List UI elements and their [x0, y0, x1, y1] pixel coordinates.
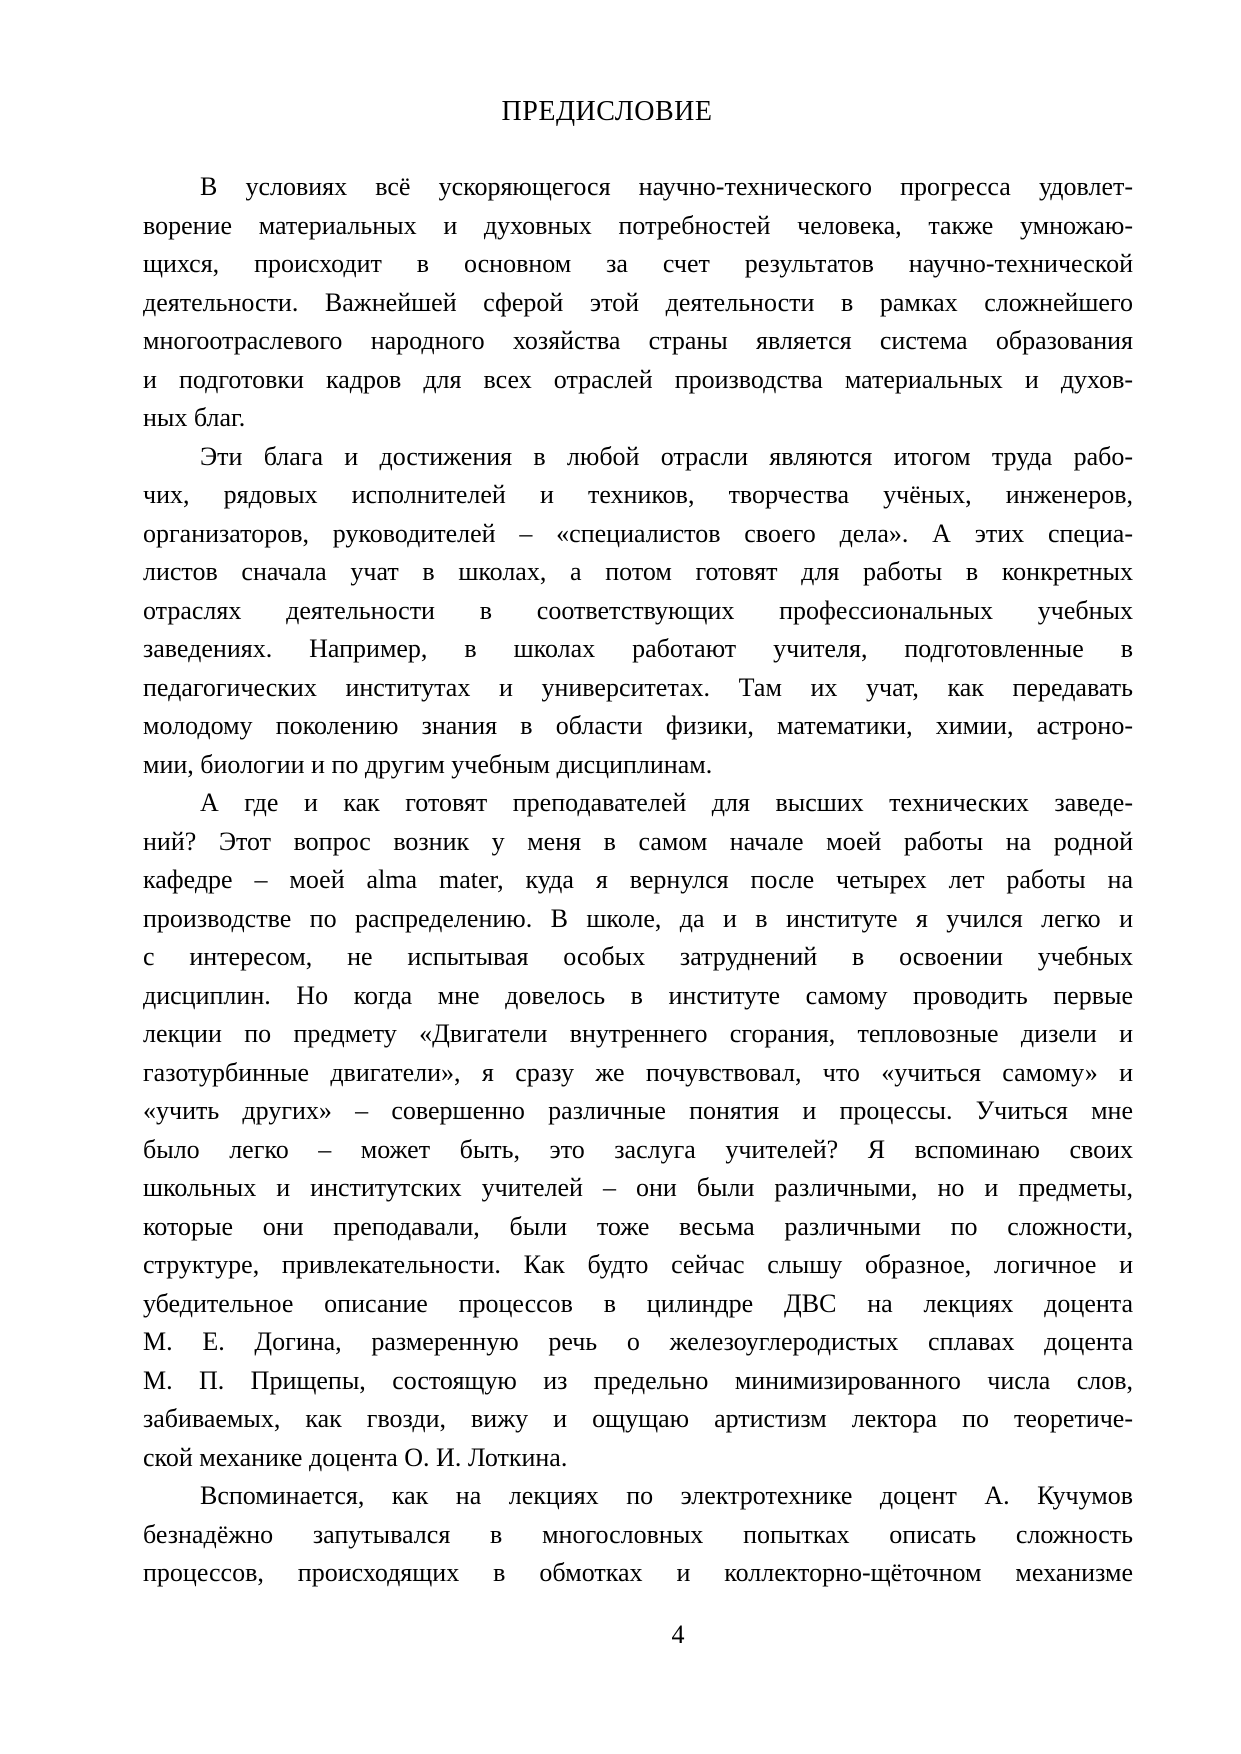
- text-line: лекции по предмету «Двигатели внутреннего сгорания, тепловозные дизели и: [143, 1019, 1133, 1048]
- text-line: отраслях деятельности в соответствующих профессиональных учебных: [143, 595, 1133, 625]
- text-line: ных благ.: [143, 403, 246, 432]
- text-line: щихся, происходит в основном за счет результатов научно-технической: [143, 249, 1133, 278]
- text-line: школьных и институтских учителей – они были различными, но и предметы,: [143, 1173, 1133, 1202]
- text-line: М. П. Прищепы, состоящую из предельно минимизированного числа слов,: [143, 1365, 1133, 1395]
- text-line: процессов, происходящих в обмотках и коллекторно-щёточном механизме: [143, 1558, 1133, 1587]
- text-line: ворение материальных и духовных потребностей человека, также умножаю-: [143, 210, 1133, 240]
- text-line: М. Е. Догина, размеренную речь о железоуглеродистых сплавах доцента: [143, 1327, 1133, 1356]
- text-line: молодому поколению знания в области физики, математики, химии, астроно-: [143, 711, 1133, 740]
- text-line: мии, биологии и по другим учебным дисциплинам.: [143, 749, 713, 779]
- text-line: структуре, привлекательности. Как будто сейчас слышу образное, логичное и: [143, 1250, 1133, 1279]
- text-line: кафедре – моей alma mater, куда я вернулся после четырех лет работы на: [143, 865, 1133, 894]
- text-line: с интересом, не испытывая особых затруднений в освоении учебных: [143, 942, 1133, 971]
- text-line: организаторов, руководителей – «специалистов своего дела». А этих специа-: [143, 518, 1133, 548]
- text-line: которые они преподавали, были тоже весьма различными по сложности,: [143, 1211, 1133, 1241]
- text-line: Эти блага и достижения в любой отрасли являются итогом труда рабо-: [200, 441, 1133, 471]
- text-line: безнадёжно запутывался в многословных попытках описать сложность: [143, 1519, 1133, 1549]
- text-line: Вспоминается, как на лекциях по электротехнике доцент А. Кучумов: [200, 1481, 1133, 1510]
- text-line: производстве по распределению. В школе, да и в институте я учился легко и: [143, 903, 1133, 933]
- text-line: В условиях всё ускоряющегося научно-технического прогресса удовлет-: [200, 172, 1133, 201]
- text-line: А где и как готовят преподавателей для высших технических заведе-: [200, 788, 1133, 817]
- page-title: ПРЕДИСЛОВИЕ: [501, 96, 713, 127]
- text-line: дисциплин. Но когда мне довелось в институте самому проводить первые: [143, 980, 1133, 1010]
- text-line: забиваемых, как гвозди, вижу и ощущаю артистизм лектора по теоретиче-: [143, 1404, 1133, 1433]
- text-line: чих, рядовых исполнителей и техников, творчества учёных, инженеров,: [143, 480, 1133, 509]
- text-line: листов сначала учат в школах, а потом готовят для работы в конкретных: [143, 557, 1133, 586]
- text-line: многоотраслевого народного хозяйства страны является система образования: [143, 326, 1133, 355]
- page-number: 4: [671, 1620, 685, 1649]
- text-line: было легко – может быть, это заслуга учителей? Я вспоминаю своих: [143, 1134, 1133, 1164]
- text-line: газотурбинные двигатели», я сразу же почувствовал, что «учиться самому» и: [143, 1057, 1133, 1087]
- text-line: педагогических институтах и университетах. Там их учат, как передавать: [143, 672, 1133, 702]
- text-line: заведениях. Например, в школах работают учителя, подготовленные в: [143, 634, 1133, 663]
- text-line: «учить других» – совершенно различные понятия и процессы. Учиться мне: [143, 1096, 1133, 1125]
- body-text: [143, 168, 1133, 1593]
- text-line: ний? Этот вопрос возник у меня в самом начале моей работы на родной: [143, 826, 1133, 856]
- text-line: убедительное описание процессов в цилиндре ДВС на лекциях доцента: [143, 1288, 1133, 1318]
- text-line: и подготовки кадров для всех отраслей производства материальных и духов-: [143, 364, 1133, 394]
- text-line: деятельности. Важнейшей сферой этой деятельности в рамках сложнейшего: [143, 287, 1133, 317]
- text-line: ской механике доцента О. И. Лоткина.: [143, 1442, 568, 1472]
